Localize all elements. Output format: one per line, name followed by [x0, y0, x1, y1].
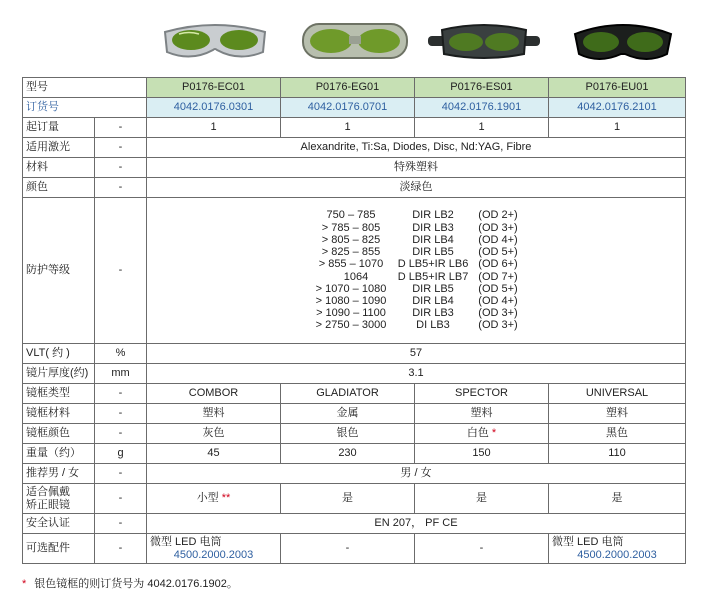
frame-material-1: 塑料	[147, 404, 281, 424]
unit-fit-rx: -	[95, 484, 147, 514]
frame-color-4	[549, 424, 686, 444]
laser-value: Alexandrite, Ti:Sa, Diodes, Disc, Nd:YAG, Fibre	[147, 138, 686, 158]
weight-2: 230	[281, 444, 415, 464]
protection-class: DIR LB2	[412, 209, 454, 222]
row-cert	[23, 514, 686, 534]
protection-od: (OD 4+)	[478, 294, 518, 307]
protection-class: D LB5+IR LB7	[397, 270, 469, 283]
frame-material-3: 塑料	[415, 404, 549, 424]
label-frame-material: 镜框材料	[23, 404, 95, 424]
protection-od: (OD 7+)	[478, 270, 518, 283]
label-order: 订货号	[23, 98, 147, 118]
protection-class: DIR LB3	[412, 221, 454, 234]
unit-gender: -	[95, 464, 147, 484]
goggles-ec01-image	[159, 14, 271, 66]
color-value: 淡绿色	[147, 178, 686, 198]
row-order	[23, 98, 686, 118]
footnote-text: 银色镜框的则订货号为 4042.0176.1902。	[34, 578, 238, 590]
label-model: 型号	[23, 78, 147, 98]
frame-color-text: 灰色	[202, 427, 225, 439]
frame-material-4: 塑料	[549, 404, 686, 424]
footnote	[22, 575, 238, 591]
min-qty-3: 1	[415, 118, 549, 138]
protection-range: > 1080 – 1090	[315, 294, 387, 307]
label-frame-type: 镜框类型	[23, 384, 95, 404]
label-vlt: VLT( 约 )	[23, 344, 95, 364]
model-4: P0176-EU01	[549, 78, 686, 98]
fit-rx-text: 是	[476, 492, 487, 504]
unit-cert: -	[95, 514, 147, 534]
weight-4: 110	[549, 444, 686, 464]
row-accessory	[23, 534, 686, 564]
label-gender: 推荐男 / 女	[23, 464, 95, 484]
frame-material-2: 金属	[281, 404, 415, 424]
row-frame-type	[23, 384, 686, 404]
label-weight: 重量（约）	[23, 444, 95, 464]
protection-od: (OD 6+)	[478, 258, 518, 271]
protection-range: > 2750 – 3000	[315, 319, 387, 332]
unit-accessory: -	[95, 534, 147, 564]
material-value: 特殊塑料	[147, 158, 686, 178]
frame-color-mark: *	[491, 427, 497, 439]
cert-value: EN 207， PF CE	[147, 514, 686, 534]
fit-rx-3	[415, 484, 549, 514]
fit-rx-text: 是	[611, 492, 623, 504]
frame-color-text: 黑色	[606, 427, 628, 439]
frame-color-text: 银色	[336, 427, 359, 439]
accessory-name: 微型 LED 电筒	[552, 535, 624, 548]
label-fit-rx	[23, 484, 95, 514]
protection-od: (OD 2+)	[478, 209, 518, 222]
goggles-es01-image	[428, 14, 540, 66]
protection-od: (OD 5+)	[478, 282, 518, 295]
protection-list	[309, 209, 523, 331]
protection-range: > 825 – 855	[321, 246, 381, 259]
protection-range: > 1070 – 1080	[315, 282, 387, 295]
model-1: P0176-EC01	[147, 78, 281, 98]
protection-range: 1064	[343, 270, 369, 283]
protection-od: (OD 5+)	[478, 246, 518, 259]
protection-class: DIR LB5	[412, 246, 454, 259]
label-thickness: 镜片厚度(约)	[23, 364, 95, 384]
accessory-number: 4500.2000.2003	[577, 548, 657, 561]
row-laser	[23, 138, 686, 158]
frame-color-3	[415, 424, 549, 444]
unit-min-qty: -	[95, 118, 147, 138]
fit-rx-2	[281, 484, 415, 514]
frame-type-2: GLADIATOR	[281, 384, 415, 404]
label-color: 颜色	[23, 178, 95, 198]
row-frame-material	[23, 404, 686, 424]
accessory-4	[549, 534, 686, 564]
row-model	[23, 78, 686, 98]
label-laser: 适用激光	[23, 138, 95, 158]
protection-od: (OD 3+)	[478, 221, 518, 234]
unit-protection: -	[95, 198, 147, 344]
fit-rx-text: 小型	[196, 492, 219, 504]
row-frame-color	[23, 424, 686, 444]
protection-class: DI LB3	[416, 319, 450, 332]
protection-range: > 785 – 805	[321, 221, 381, 234]
protection-od: (OD 4+)	[478, 233, 518, 246]
label-material: 材料	[23, 158, 95, 178]
row-color	[23, 178, 686, 198]
vlt-value: 57	[147, 344, 686, 364]
fit-rx-1	[147, 484, 281, 514]
accessory-2: -	[281, 534, 415, 564]
goggles-eg01-image	[299, 14, 411, 66]
unit-thickness: mm	[95, 364, 147, 384]
model-3: P0176-ES01	[415, 78, 549, 98]
label-min-qty: 起订量	[23, 118, 95, 138]
row-thickness	[23, 364, 686, 384]
row-weight	[23, 444, 686, 464]
protection-class: DIR LB4	[412, 294, 454, 307]
footnote-mark: *	[22, 578, 27, 590]
order-3: 4042.0176.1901	[415, 98, 549, 118]
model-2: P0176-EG01	[281, 78, 415, 98]
label-fit-rx-line1: 适合佩戴	[26, 485, 70, 498]
unit-frame-type: -	[95, 384, 147, 404]
accessory-3: -	[415, 534, 549, 564]
min-qty-2: 1	[281, 118, 415, 138]
row-material	[23, 158, 686, 178]
protection-cell	[147, 198, 686, 344]
product-images	[0, 0, 708, 76]
protection-class: DIR LB5	[412, 282, 454, 295]
order-4: 4042.0176.2101	[549, 98, 686, 118]
row-min-qty	[23, 118, 686, 138]
unit-vlt: %	[95, 344, 147, 364]
protection-range: > 805 – 825	[321, 233, 381, 246]
unit-weight: g	[95, 444, 147, 464]
unit-frame-material: -	[95, 404, 147, 424]
protection-range: 750 – 785	[326, 209, 376, 222]
gender-value: 男 / 女	[147, 464, 686, 484]
unit-frame-color: -	[95, 424, 147, 444]
accessory-number: 4500.2000.2003	[173, 548, 254, 561]
goggles-eu01-image	[567, 14, 679, 66]
row-fit-rx	[23, 484, 686, 514]
frame-color-2	[281, 424, 415, 444]
accessory-1	[147, 534, 281, 564]
unit-laser: -	[95, 138, 147, 158]
fit-rx-text: 是	[342, 492, 353, 504]
order-2: 4042.0176.0701	[281, 98, 415, 118]
weight-1: 45	[147, 444, 281, 464]
protection-class: D LB5+IR LB6	[397, 258, 469, 271]
unit-material: -	[95, 158, 147, 178]
accessory-name: 微型 LED 电筒	[150, 535, 222, 548]
frame-type-1: COMBOR	[147, 384, 281, 404]
fit-rx-4	[549, 484, 686, 514]
thickness-value: 3.1	[147, 364, 686, 384]
label-frame-color: 镜框颜色	[23, 424, 95, 444]
row-gender	[23, 464, 686, 484]
frame-type-4: UNIVERSAL	[549, 384, 686, 404]
fit-rx-mark: **	[221, 492, 231, 504]
unit-color: -	[95, 178, 147, 198]
protection-od: (OD 3+)	[478, 319, 518, 332]
min-qty-4: 1	[549, 118, 686, 138]
row-vlt	[23, 344, 686, 364]
protection-range: > 855 – 1070	[318, 258, 384, 271]
row-protection	[23, 198, 686, 344]
order-1: 4042.0176.0301	[147, 98, 281, 118]
frame-type-3: SPECTOR	[415, 384, 549, 404]
weight-3: 150	[415, 444, 549, 464]
min-qty-1: 1	[147, 118, 281, 138]
label-fit-rx-line2: 矫正眼镜	[26, 498, 70, 511]
label-accessory: 可选配件	[23, 534, 95, 564]
frame-color-text: 白色	[466, 427, 489, 439]
protection-od: (OD 3+)	[478, 307, 518, 320]
protection-range: > 1090 – 1100	[316, 307, 386, 320]
protection-class: DIR LB3	[412, 307, 454, 320]
frame-color-1	[147, 424, 281, 444]
label-cert: 安全认证	[23, 514, 95, 534]
protection-class: DIR LB4	[412, 233, 454, 246]
spec-table	[22, 77, 686, 564]
label-protection: 防护等级	[23, 198, 95, 344]
